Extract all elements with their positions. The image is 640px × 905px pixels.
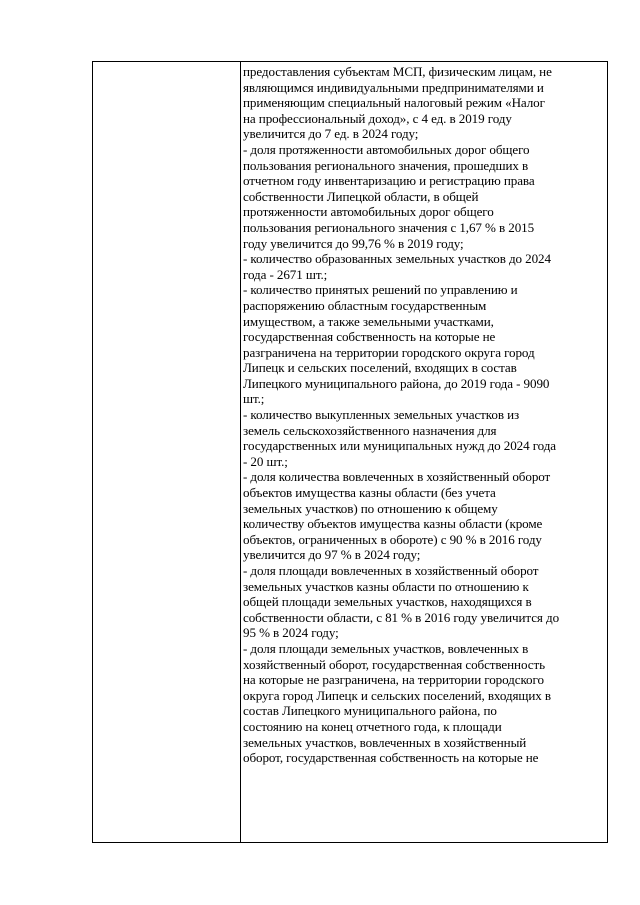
text-line: являющимся индивидуальными предпринимателями и (243, 79, 544, 95)
text-line: оборот, государственная собственность на которые не (243, 750, 539, 766)
text-line: - доля площади вовлеченных в хозяйственный оборот (243, 563, 539, 578)
text-line: состоянию на конец отчетного года, к площади (243, 718, 502, 734)
text-line: на которые не разграничена, на территории городского (243, 672, 544, 688)
text-line: количеству объектов имущества казны области (кроме (243, 516, 543, 532)
text-line: земельных участков казны области по отношению к (243, 578, 529, 594)
text-line: собственности области, с 81 % в 2016 году увеличится до (243, 609, 560, 625)
text-line: 95 % в 2024 году; (243, 625, 339, 641)
text-line: года - 2671 шт.; (243, 266, 328, 282)
text-line: шт.; (243, 391, 265, 407)
text-line: увеличится до 97 % в 2024 году; (243, 547, 421, 563)
text-line: земельных участков) по отношению к общему (243, 500, 498, 516)
text-line: Липецк и сельских поселений, входящих в состав (243, 360, 517, 376)
text-line: Липецкого муниципального района, до 2019 года - 9090 (243, 375, 550, 391)
text-line: отчетном году инвентаризацию и регистрацию права (243, 173, 535, 189)
text-line: имуществом, а также земельными участками, (243, 313, 494, 329)
text-line: объектов имущества казны области (без учета (243, 485, 496, 501)
text-line: предоставления субъектам МСП, физическим лицам, не (243, 64, 552, 79)
text-line: разграничена на территории городского округа город (243, 344, 535, 360)
text-line: распоряжению областным государственным (243, 297, 487, 313)
text-line: - доля протяженности автомобильных дорог общего (243, 141, 530, 157)
text-line: на профессиональный доход», с 4 ед. в 2019 году (243, 110, 512, 126)
text-line: хозяйственный оборот, государственная собственность (243, 656, 545, 672)
text-line: пользования регионального значения с 1,67 % в 2015 (243, 219, 535, 235)
text-line: - количество образованных земельных участков до 2024 (243, 251, 551, 267)
text-line: - количество выкупленных земельных участков из (243, 407, 520, 423)
text-line: государственных или муниципальных нужд до 2024 года (243, 438, 557, 454)
text-line: земель сельскохозяйственного назначения для (243, 422, 497, 438)
text-line: состав Липецкого муниципального района, по (243, 703, 497, 719)
text-line: - доля количества вовлеченных в хозяйственный оборот (243, 469, 551, 485)
text-line: - 20 шт.; (243, 453, 288, 469)
document-table (92, 61, 608, 843)
table-right-cell (241, 62, 607, 842)
text-line: объектов, ограниченных в обороте) с 90 % в 2016 году (243, 531, 542, 547)
text-line: округа город Липецк и сельских поселений, входящих в (243, 687, 552, 703)
text-line: земельных участков, вовлеченных в хозяйственный (243, 734, 527, 750)
table-left-cell (93, 62, 241, 842)
text-line: общей площади земельных участков, находящихся в (243, 594, 532, 610)
text-line: собственности Липецкой области, в общей (243, 188, 479, 204)
text-line: - доля площади земельных участков, вовлеченных в (243, 640, 529, 656)
text-line: увеличится до 7 ед. в 2024 году; (243, 126, 419, 142)
text-line: протяженности автомобильных дорог общего (243, 204, 494, 220)
text-line: применяющим специальный налоговый режим «Налог (243, 95, 545, 111)
text-line: - количество принятых решений по управлению и (243, 282, 518, 298)
text-line: году увеличится до 99,76 % в 2019 году; (243, 235, 464, 251)
text-line: государственная собственность на которые не (243, 329, 496, 345)
text-line: пользования регионального значения, прошедших в (243, 157, 529, 173)
